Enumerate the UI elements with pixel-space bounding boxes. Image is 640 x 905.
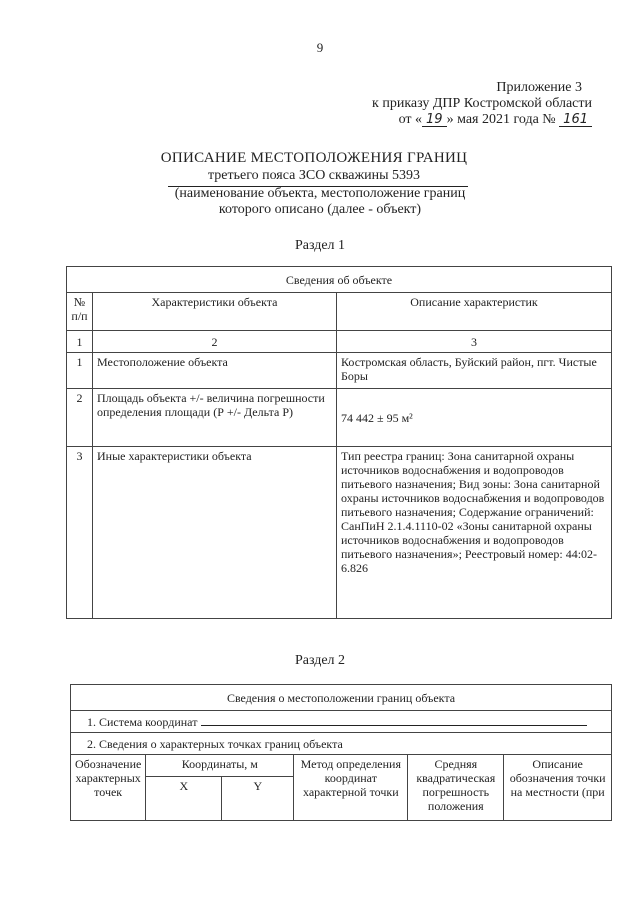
column-number: 1 [67, 331, 93, 353]
blank-line [201, 715, 587, 726]
row-description: 74 442 ± 95 м² [337, 389, 612, 447]
row-description: Костромская область, Буйский район, пгт. Чистые Боры [337, 353, 612, 389]
table-row [67, 447, 612, 619]
row-number: 2 [67, 389, 93, 447]
header-number: № п/п [67, 293, 93, 331]
date-prefix: от « [398, 112, 423, 127]
points-title: 2. Сведения о характерных точках границ объекта [71, 733, 612, 755]
appendix-label: Приложение 3 [496, 80, 582, 95]
object-name: третьего пояса ЗСО скважины 5393 [207, 168, 421, 183]
header-coordinates: Координаты, м [146, 755, 294, 777]
row-characteristic: Местоположение объекта [93, 353, 337, 389]
header-characteristics: Характеристики объекта [93, 293, 337, 331]
document-title: ОПИСАНИЕ МЕСТОПОЛОЖЕНИЯ ГРАНИЦ [160, 150, 468, 166]
coordinate-system-row [71, 711, 612, 733]
page-number: 9 [316, 40, 324, 55]
table-caption: Сведения о местоположении границ объекта [71, 685, 612, 711]
object-name-caption-1: (наименование объекта, местоположение границ [174, 186, 466, 201]
section-1-title: Раздел 1 [294, 238, 346, 253]
header-method: Метод определения координат характерной точки [294, 755, 408, 821]
appendix-order-ref: к приказу ДПР Костромской области [372, 96, 592, 111]
row-number: 3 [67, 447, 93, 619]
row-characteristic: Площадь объекта +/- величина погрешности определения площади (Р +/- Дельта Р) [93, 389, 337, 447]
handwritten-order-number: 161 [559, 114, 592, 127]
coordinate-system-label: 1. Система координат [87, 714, 198, 729]
boundary-info-table [70, 684, 612, 821]
row-description: Тип реестра границ: Зона санитарной охраны источников водоснабжения и водопроводов питьевого назначения; Вид зоны: Зона санитарной охраны источников водоснабжения и водопроводов питьевого назначения; Содержание ограничений: СанПиН 2.1.4.1110-02 «Зоны санитарной охраны источников водоснабжения и водопроводов питьевого назначения»; Реестровый номер: 44:02-6.826 [337, 447, 612, 619]
header-description: Описание характеристик [337, 293, 612, 331]
row-characteristic: Иные характеристики объекта [93, 447, 337, 619]
object-name-caption-2: которого описано (далее - объект) [218, 202, 422, 217]
column-number: 3 [337, 331, 612, 353]
table-caption: Сведения об объекте [67, 267, 612, 293]
table-row [67, 353, 612, 389]
header-error: Средняя квадратическая погрешность положения [408, 755, 504, 821]
date-middle: » мая 2021 года № [446, 112, 556, 127]
table-row [67, 389, 612, 447]
header-point-description: Описание обозначения точки на местности (при [504, 755, 612, 821]
object-info-table [66, 266, 612, 619]
handwritten-day: 19 [422, 114, 447, 127]
appendix-date-line [399, 112, 592, 128]
header-point-label: Обозначение характерных точек [71, 755, 146, 821]
header-y: Y [222, 777, 294, 821]
section-2-title: Раздел 2 [294, 653, 346, 668]
header-x: X [146, 777, 222, 821]
column-number: 2 [93, 331, 337, 353]
row-number: 1 [67, 353, 93, 389]
